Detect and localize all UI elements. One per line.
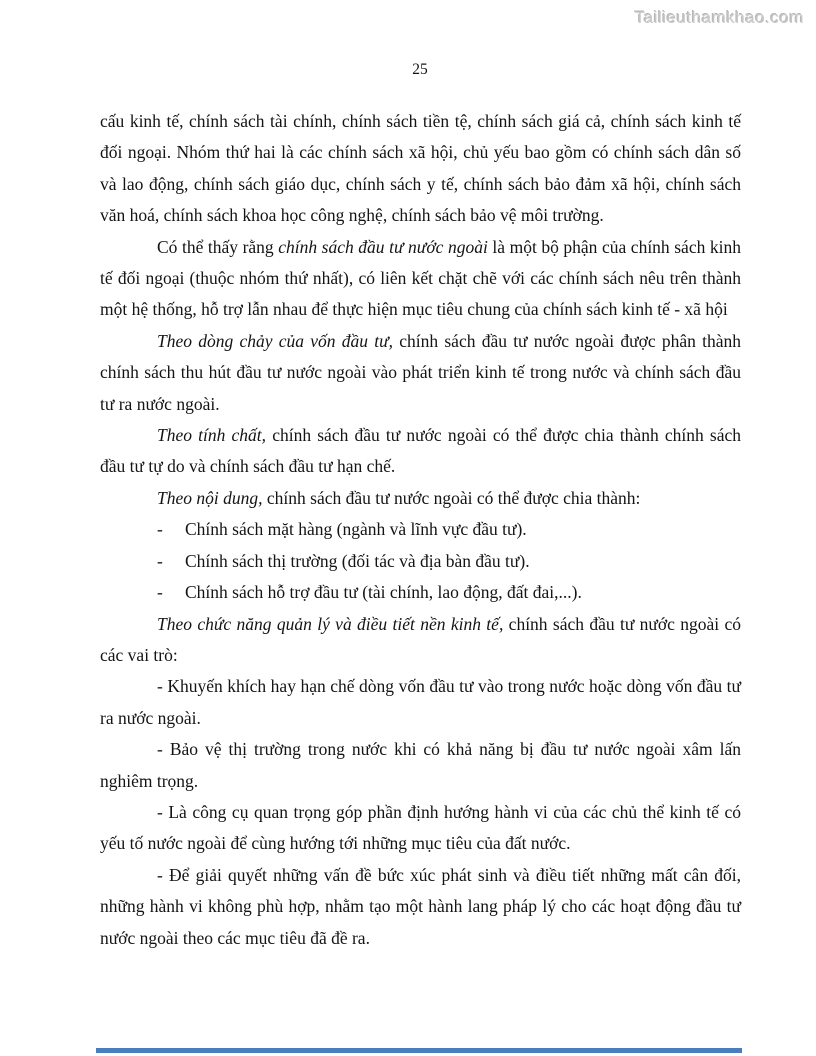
- list-item: [100, 577, 741, 608]
- list-item: [100, 546, 741, 577]
- italic-text-run: Theo tính chất,: [157, 425, 267, 446]
- text-run: chính sách đầu tư nước ngoài có thể được chia thành chính sách đầu tư tự do và chính sách đầu tư hạn chế.: [100, 425, 741, 477]
- paragraph: [100, 232, 741, 326]
- list-item-marker: -: [157, 519, 163, 540]
- paragraph: [100, 609, 741, 672]
- italic-text-run: chính sách đầu tư nước ngoài: [278, 236, 488, 257]
- text-run: chính sách đầu tư nước ngoài có các vai trò:: [100, 613, 741, 665]
- italic-text-run: Theo chức năng quản lý và điều tiết nền kinh tế,: [157, 613, 504, 634]
- paragraph: [100, 734, 741, 797]
- page-number: 25: [412, 61, 428, 78]
- list-item-marker: -: [157, 550, 163, 571]
- text-run: Chính sách mặt hàng (ngành và lĩnh vực đầu tư).: [185, 519, 527, 540]
- paragraph: [100, 860, 741, 954]
- text-run: - Bảo vệ thị trường trong nước khi có khả năng bị đầu tư nước ngoài xâm lấn nghiêm trọng.: [100, 739, 741, 791]
- text-run: cấu kinh tế, chính sách tài chính, chính sách tiền tệ, chính sách giá cả, chính sách kinh tế đối ngoại. Nhóm thứ hai là các chính sách xã hội, chủ yếu bao gồm có chính sách dân số và lao động, chính sách giáo dục, chính sách y tế, chính sách bảo đảm xã hội, chính sách văn hoá, chính sách khoa học công nghệ, chính sách bảo vệ môi trường.: [100, 111, 741, 226]
- text-run: Chính sách hỗ trợ đầu tư (tài chính, lao động, đất đai,...).: [185, 582, 582, 603]
- text-run: chính sách đầu tư nước ngoài có thể được chia thành:: [262, 487, 641, 508]
- paragraph: [100, 326, 741, 420]
- list-item: [100, 514, 741, 545]
- footer-accent-bar: [96, 1048, 742, 1053]
- paragraph: [100, 671, 741, 734]
- italic-text-run: Theo nội dung,: [157, 487, 263, 508]
- text-run: chính sách đầu tư nước ngoài được phân thành chính sách thu hút đầu tư nước ngoài vào phát triển kinh tế trong nước và chính sách đầu tư ra nước ngoài.: [100, 330, 741, 414]
- text-run: - Là công cụ quan trọng góp phần định hướng hành vi của các chủ thể kinh tế có yếu tố nước ngoài để cùng hướng tới những mục tiêu của đất nước.: [100, 801, 741, 854]
- text-run: Có thể thấy rằng: [157, 236, 279, 257]
- paragraph: [100, 483, 741, 514]
- text-run: - Để giải quyết những vấn đề bức xúc phát sinh và điều tiết những mất cân đối, những hành vi không phù hợp, nhằm tạo một hành lang pháp lý cho các hoạt động đầu tư nước ngoài theo các mục tiêu đã đề ra.: [100, 864, 741, 948]
- italic-text-run: Theo dòng chảy của vốn đầu tư,: [157, 330, 394, 351]
- paragraph: [100, 106, 741, 232]
- paragraph: [100, 420, 741, 483]
- paragraph: [100, 797, 741, 860]
- text-run: Chính sách thị trường (đối tác và địa bàn đầu tư).: [185, 550, 530, 571]
- watermark: Tailieuthamkhao.com: [634, 8, 804, 27]
- document-body: [100, 106, 741, 954]
- text-run: là một bộ phận của chính sách kinh tế đối ngoại (thuộc nhóm thứ nhất), có liên kết chặt chẽ với các chính sách nêu trên thành một hệ thống, hỗ trợ lẫn nhau để thực hiện mục tiêu chung của chính sách kinh tế - xã hội: [100, 236, 741, 320]
- text-run: - Khuyến khích hay hạn chế dòng vốn đầu tư vào trong nước hoặc dòng vốn đầu tư ra nước ngoài.: [100, 676, 741, 728]
- list-item-marker: -: [157, 582, 163, 603]
